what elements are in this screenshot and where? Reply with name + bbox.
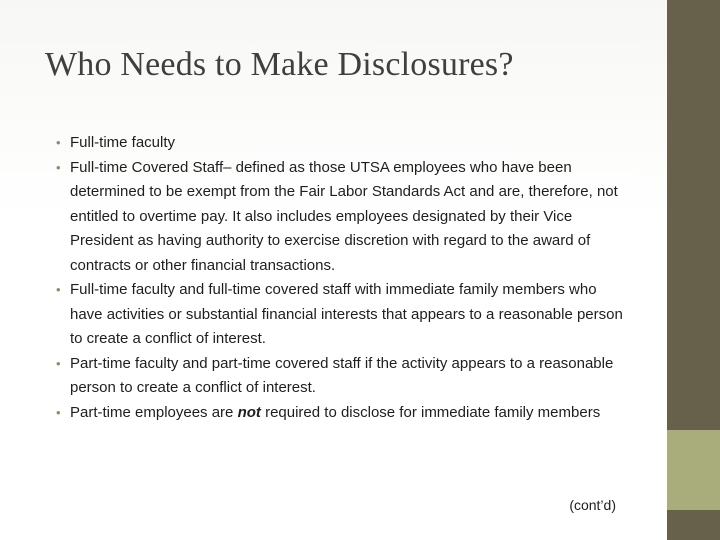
continued-label: (cont’d) (569, 497, 616, 513)
sidebar-accent-top (667, 0, 720, 430)
sidebar-accent-middle (667, 430, 720, 510)
bullet-text: Full-time faculty and full-time covered staff with immediate family members who have activities or substantial financial interests that appears to a reasonable person to create a conflict of interest. (70, 281, 623, 347)
bullet-text-before: Part-time employees are (70, 403, 238, 421)
bullet-item (50, 401, 630, 426)
bullet-icon: • (56, 404, 61, 420)
bullet-item (50, 156, 630, 279)
bullet-text: Full-time faculty (70, 134, 176, 151)
bullet-list (50, 131, 630, 425)
bullet-icon: • (56, 282, 61, 297)
bullet-icon: • (56, 159, 61, 175)
bullet-text-after: required to disclose for immediate family members (260, 403, 601, 421)
slide-title: Who Needs to Make Disclosures? (45, 46, 514, 83)
bullet-item (50, 352, 630, 401)
bullet-text: Part-time faculty and part-time covered staff if the activity appears to a reasonable person to create a conflict of interest. (70, 354, 614, 396)
bullet-icon: • (56, 355, 61, 371)
bullet-text: Full-time Covered Staff– defined as those UTSA employees who have been determined to be exempt from the Fair Labor Standards Act and are, therefore, not entitled to overtime pay. It also includes employees designated by their Vice President as having authority to exercise discretion with regard to the award of contracts or other financial transactions. (70, 158, 618, 274)
bullet-item (50, 278, 630, 352)
bullet-item (50, 131, 630, 156)
bullet-icon: • (56, 135, 61, 150)
bullet-emphasis: not (237, 403, 261, 421)
sidebar-accent-bottom (667, 510, 720, 540)
